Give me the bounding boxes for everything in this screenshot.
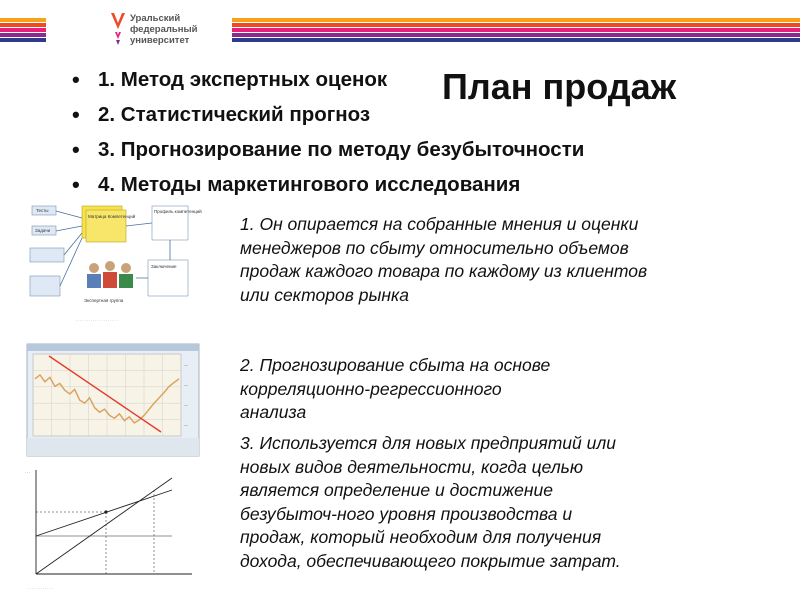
paragraph-line: 2. Прогнозирование сбыта на основе: [240, 355, 551, 375]
svg-text:—: —: [184, 422, 188, 427]
list-item: • 3. Прогнозирование по методу безубыточности: [72, 132, 584, 167]
expert-group-icon: [87, 261, 133, 288]
revenue-line: [36, 478, 172, 574]
paragraph-statistical-forecast: [240, 354, 640, 425]
university-logo: [110, 10, 230, 50]
header-stripes-right: [232, 18, 800, 44]
diagram-label: Экспертная группа: [84, 298, 124, 303]
chart-statusbar: [27, 438, 199, 456]
expert-method-diagram: [24, 198, 202, 328]
paragraph-expert-method: [240, 213, 780, 307]
paragraph-line: продаж, который необходим для получения: [240, 527, 602, 547]
cost-line: [36, 490, 172, 536]
logo-text: [130, 13, 197, 46]
svg-text:—: —: [184, 362, 188, 367]
diagram-label: Профиль компетенций: [154, 209, 202, 214]
paragraph-line: корреляционно-регрессионного: [240, 378, 502, 399]
logo-line-2: федеральный: [130, 24, 198, 35]
list-item: • 1. Метод экспертных оценок: [72, 62, 584, 97]
paragraph-line: менеджеров по сбыту относительно объемов: [240, 237, 629, 258]
header-stripes-left: [0, 18, 46, 44]
breakeven-chart: [22, 462, 200, 594]
paragraph-line: или секторов рынка: [240, 284, 409, 305]
diagram-label: Матрица Компетенций: [88, 214, 136, 219]
svg-text:—: —: [184, 402, 188, 407]
logo-line-3: университет: [130, 35, 190, 46]
paragraph-line: 3. Используется для новых предприятий или: [240, 433, 616, 453]
paragraph-line: дохода, обеспечивающего покрытие затрат.: [240, 550, 621, 571]
chart-titlebar: [27, 344, 199, 351]
diagram-label: Задачи: [35, 228, 51, 233]
paragraph-line: анализа: [240, 402, 307, 422]
svg-text:—: —: [184, 382, 188, 387]
list-item: • 4. Методы маркетингового исследования: [72, 167, 584, 202]
paragraph-line: является определение и достижение: [240, 480, 553, 500]
list-item: • 2. Статистический прогноз: [72, 97, 584, 132]
logo-line-1: Уральский: [130, 13, 181, 24]
paragraph-line: новых видов деятельности, когда целью: [240, 456, 584, 477]
diagram-label: Тесты: [36, 208, 49, 213]
diagram-caption: · · · · · · · · · · · · · · · · · · · ·: [76, 319, 118, 323]
logo-mark-icon: [110, 12, 126, 46]
page-title: План продаж: [442, 66, 677, 107]
axis-caption: · · ·: [25, 471, 31, 475]
paragraph-line: продаж каждого товара по каждому из клиентов: [240, 261, 648, 281]
diagram-label: Заключение: [151, 264, 177, 269]
paragraph-breakeven: [240, 432, 760, 573]
paragraph-line: 1. Он опирается на собранные мнения и оценки: [240, 214, 639, 234]
paragraph-line: безубыточ-ного уровня производства и: [240, 503, 573, 524]
diagram-box: [30, 276, 60, 296]
diagram-box: [30, 248, 64, 262]
breakeven-point: [104, 510, 107, 513]
chart-caption: · · · · · · · · · · · ·: [28, 587, 53, 591]
trend-chart: [27, 344, 199, 456]
